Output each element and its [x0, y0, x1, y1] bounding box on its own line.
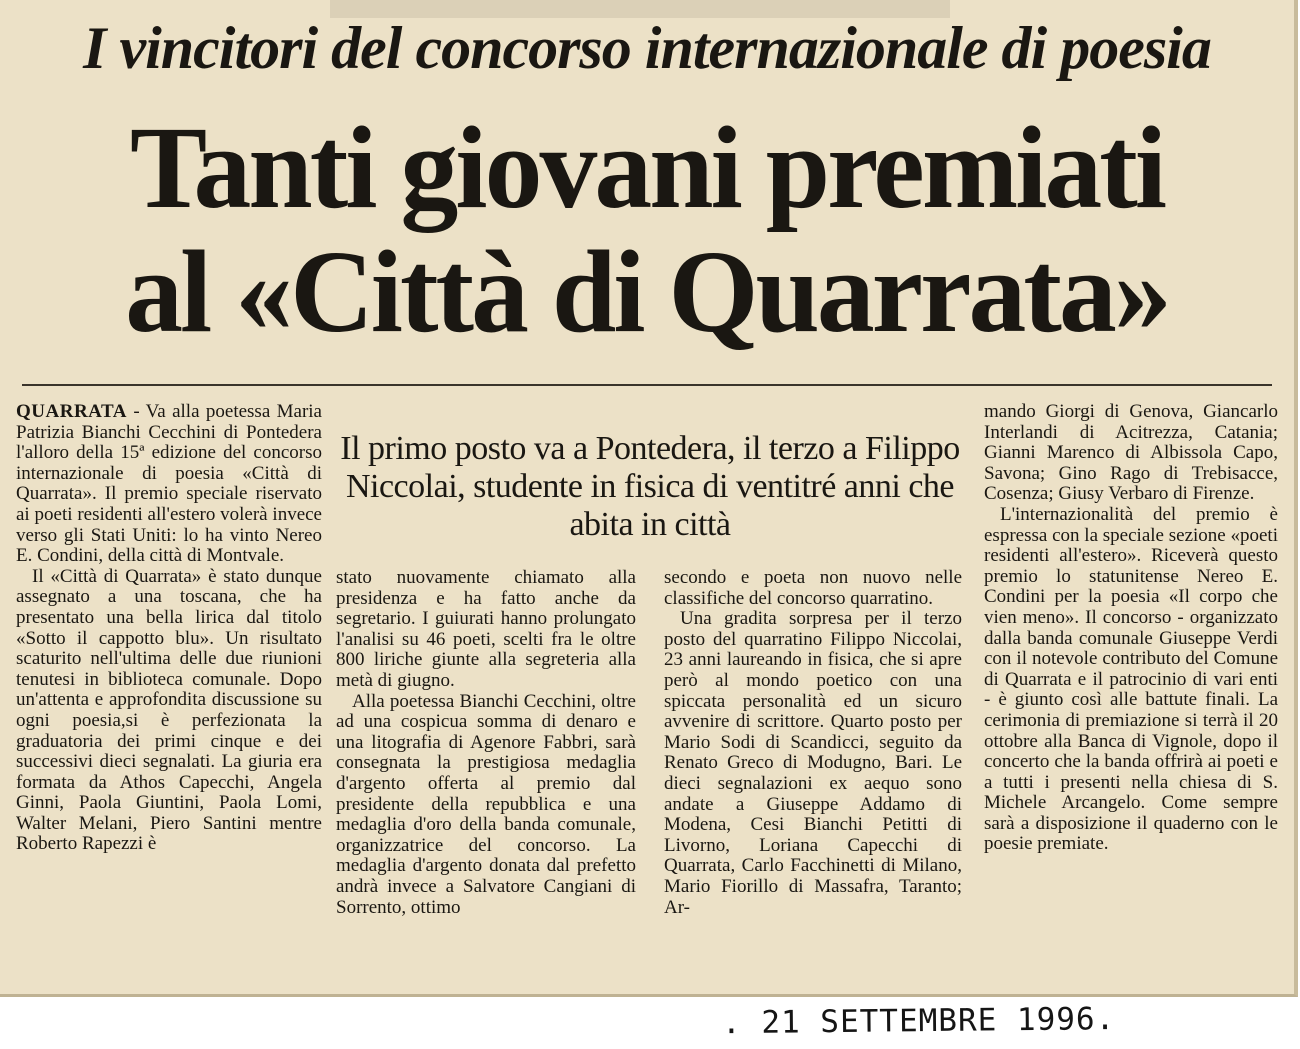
article-column-1 [16, 402, 322, 855]
column-3-paragraph-1: secondo e poeta non nuovo nelle classifiche del concorso quarratino. [664, 567, 962, 609]
headline-line-2: al «Città di Quarrata» [125, 226, 1169, 357]
column-1-paragraph-2: Il «Città di Quarrata» è stato dunque assegnato a una toscana, che ha presentato una bella lirica dal titolo «Sotto il cappotto blu». Un risultato scaturito nell'ultima delle due riunioni tenutesi in biblioteca comunale. Dopo un'attenta e approfondita discussione su ogni poesia,si è perfezionata la graduatoria dei primi cinque e dei successivi dieci segnalati. La giuria era formata da Athos Capecchi, Angela Ginni, Paola Giuntini, Paola Lomi, Walter Melani, Piero Santini mentre Roberto Rapezzi è [16, 565, 322, 855]
column-2-paragraph-2: Alla poetessa Bianchi Cecchini, oltre ad una cospicua somma di denaro e una litografia di Agenore Fabbri, sarà consegnata la prestigiosa medaglia d'argento offerta al premio dal presidente della repubblica e una medaglia d'oro della banda comunale, organizzatrice del concorso. La medaglia d'argento donata dal prefetto andrà invece a Salvatore Cangiani di Sorrento, ottimo [336, 690, 636, 918]
article-column-4 [984, 402, 1278, 855]
column-1-paragraph-1-text: - Va alla poetessa Maria Patrizia Bianchi Cecchini di Pontedera l'alloro della 15ª edizione del concorso internazionale di poesia «Città di Quarrata». Il premio speciale riservato ai poeti residenti all'estero volerà invece verso gli Stati Uniti: lo ha vinto Nereo E. Condini, della città di Montvale. [16, 401, 322, 567]
article-headline [13, 102, 1281, 357]
dateline: QUARRATA [16, 401, 127, 422]
column-2-paragraph-1: stato nuovamente chiamato alla presidenza e ha fatto anche da segretario. I guiurati hanno prolungato l'analisi su 46 poeti, scelti fra le oltre 800 liriche giunte alla segreteria alla metà di giugno. [336, 567, 636, 691]
headline-line-1: Tanti giovani premiati [129, 102, 1165, 233]
headline-divider [22, 384, 1272, 386]
column-1-paragraph-1 [16, 402, 322, 567]
column-4-paragraph-2: L'internazionalità del premio è espressa con la speciale sezione «poeti residenti all'estero». Riceverà questo premio lo statunitense Nereo E. Condini per la poesia «Il corpo che vien meno». Il concorso - organizzato dalla banda comunale Giuseppe Verdi con il notevole contributo del Comune di Quarrata e il patrocinio di vari enti - è giunto così alle battute finali. La cerimonia di premiazione si terrà il 20 ottobre alla Banca di Vignole, dopo il concerto che la banda offrirà ai poeti e a tutti i presenti nella chiesa di S. Michele Arcangelo. Come sempre sarà a disposizione il quaderno con le poesie premiate. [984, 503, 1278, 855]
article-column-2 [336, 568, 636, 918]
article-kicker: I vincitori del concorso internazionale di poesia [83, 15, 1211, 81]
column-4-paragraph-1: mando Giorgi di Genova, Giancarlo Interlandi di Acitrezza, Catania; Gianni Marenco di Albissola Capo, Savona; Gino Rago di Trebisacce, Cosenza; Giusy Verbaro di Firenze. [984, 401, 1278, 505]
article-subhead: Il primo posto va a Pontedera, il terzo a Filippo Niccolai, studente in fisica di ventitré anni che abita in città [340, 430, 960, 543]
handwritten-date: . 21 SETTEMBRE 1996. [721, 1001, 1116, 1042]
column-3-paragraph-2: Una gradita sorpresa per il terzo posto del quarratino Filippo Niccolai, 23 anni laureando in fisica, che si apre però al mondo poetico con una spiccata personalità ed un sicuro avvenire di scrittore. Quarto posto per Mario Sodi di Scandicci, seguito da Renato Greco di Modugno, Bari. Le dieci segnalazioni ex aequo sono andate a Giuseppe Addamo di Modena, Cesi Bianchi Petitti di Livorno, Loriana Capecchi di Quarrata, Carlo Facchinetti di Milano, Mario Fiorillo di Massafra, Taranto; Ar- [664, 608, 962, 918]
article-column-3 [664, 568, 962, 918]
